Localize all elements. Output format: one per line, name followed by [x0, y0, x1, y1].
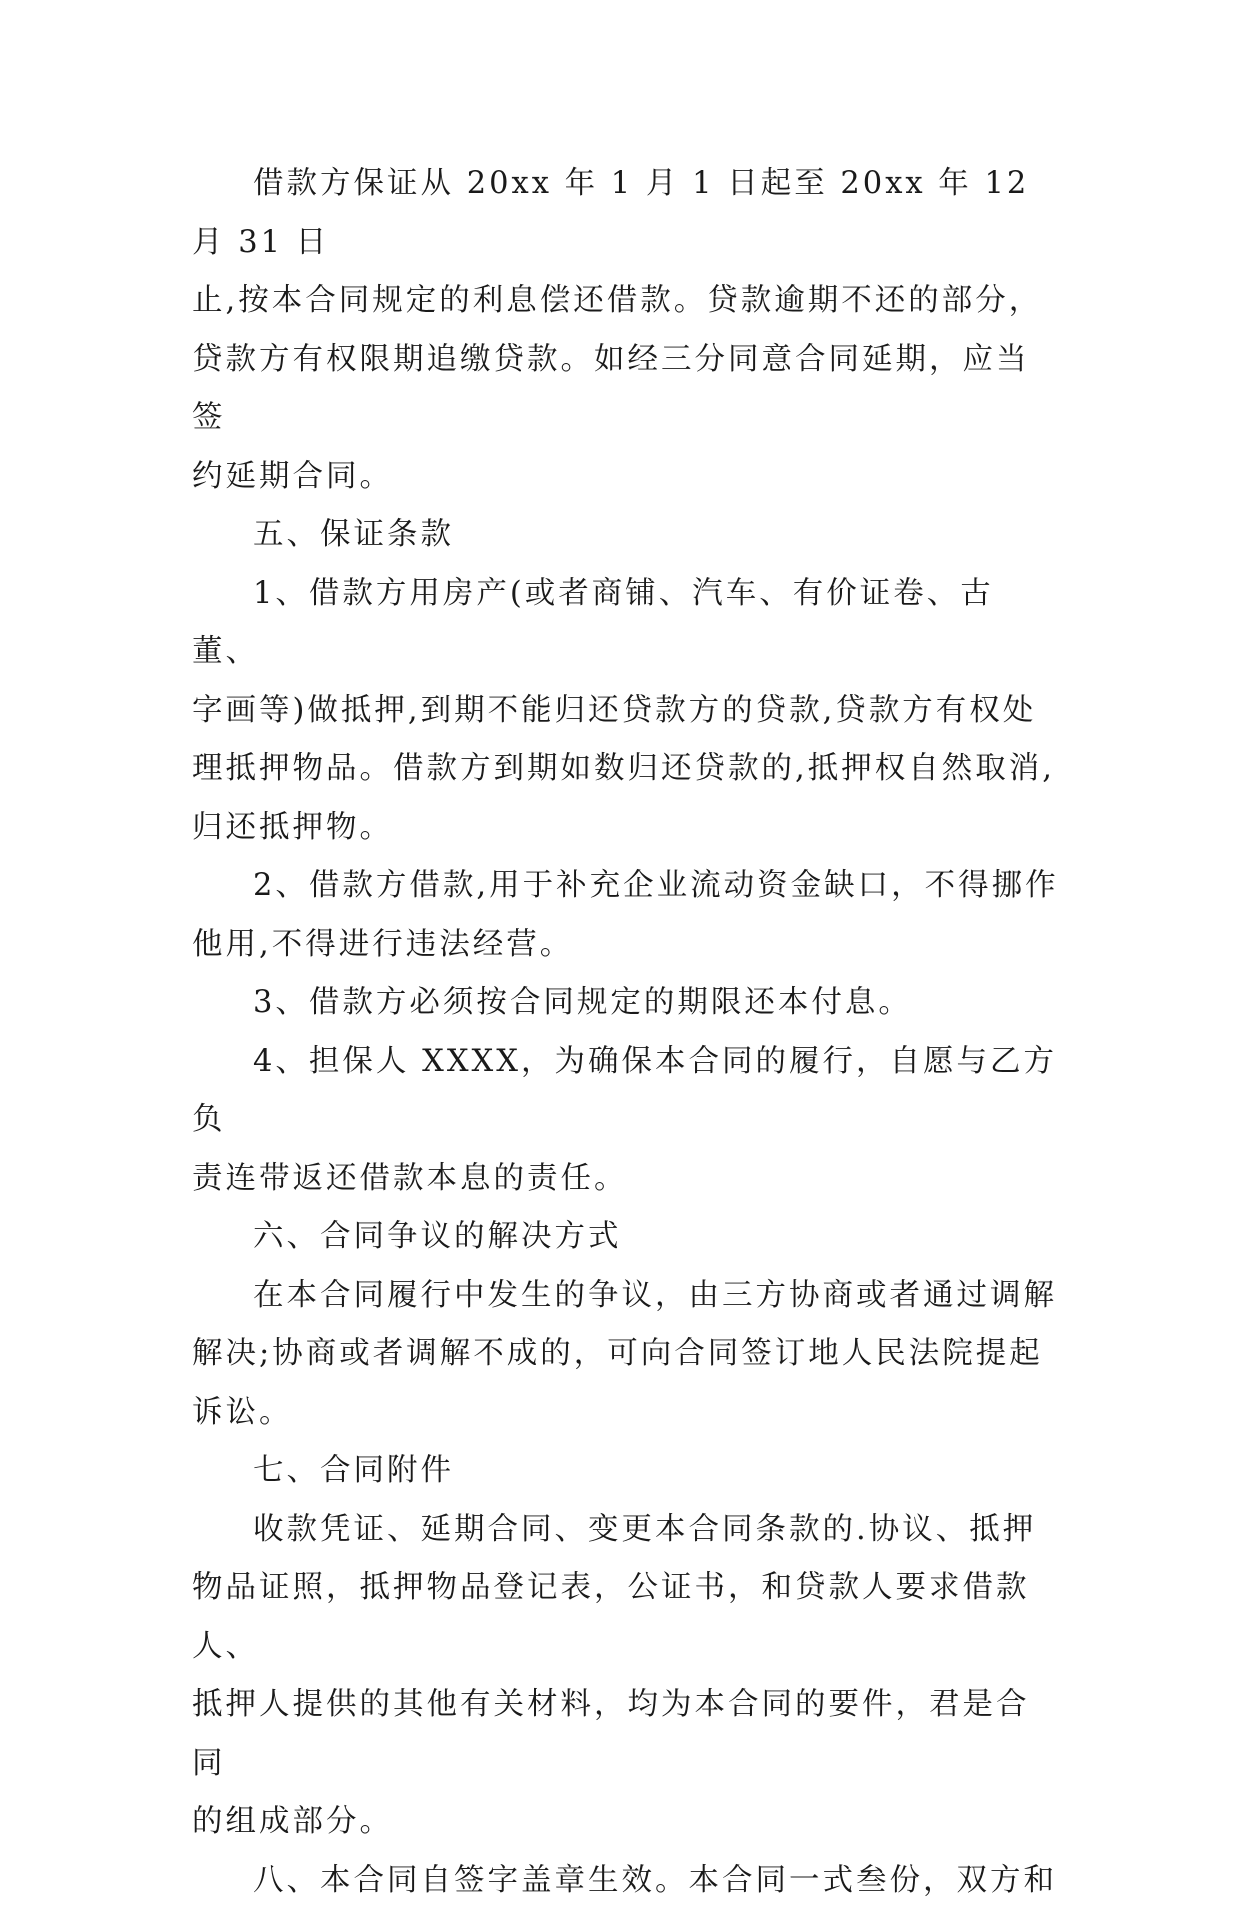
heading-section-7: 七、合同附件: [192, 1442, 1059, 1501]
document-body: [192, 155, 1059, 1910]
heading-section-5: 五、保证条款: [192, 506, 1059, 565]
paragraph-clause-5-1: 1、借款方用房产(或者商铺、汽车、有价证卷、古董、 字画等)做抵押,到期不能归还贷款方的贷款,贷款方有权处 理抵押物品。借款方到期如数归还贷款的,抵押权自然取消, 归还抵押物。: [192, 565, 1059, 858]
paragraph-clause-5-3: 3、借款方必须按合同规定的期限还本付息。: [192, 974, 1059, 1033]
paragraph-dispute-resolution: 在本合同履行中发生的争议，由三方协商或者通过调解 解决;协商或者调解不成的，可向合同签订地人民法院提起 诉讼。: [192, 1267, 1059, 1443]
paragraph-clause-5-4: 4、担保人 XXXX，为确保本合同的履行，自愿与乙方负 责连带返还借款本息的责任。: [192, 1033, 1059, 1209]
paragraph-attachments: 收款凭证、延期合同、变更本合同条款的.协议、抵押 物品证照，抵押物品登记表，公证书，和贷款人要求借款人、 抵押人提供的其他有关材料，均为本合同的要件，君是合同 的组成部分。: [192, 1501, 1059, 1852]
paragraph-section-8: 八、本合同自签字盖章生效。本合同一式叁份，双方和: [192, 1852, 1059, 1910]
heading-section-6: 六、合同争议的解决方式: [192, 1208, 1059, 1267]
paragraph-clause-5-2: 2、借款方借款,用于补充企业流动资金缺口，不得挪作 他用,不得进行违法经营。: [192, 857, 1059, 974]
paragraph-repayment-guarantee: 借款方保证从 20xx 年 1 月 1 日起至 20xx 年 12 月 31 日 止,按本合同规定的利息偿还借款。贷款逾期不还的部分， 贷款方有权限期追缴贷款。如经三分同意合同延期，应当签 约延期合同。: [192, 155, 1059, 506]
